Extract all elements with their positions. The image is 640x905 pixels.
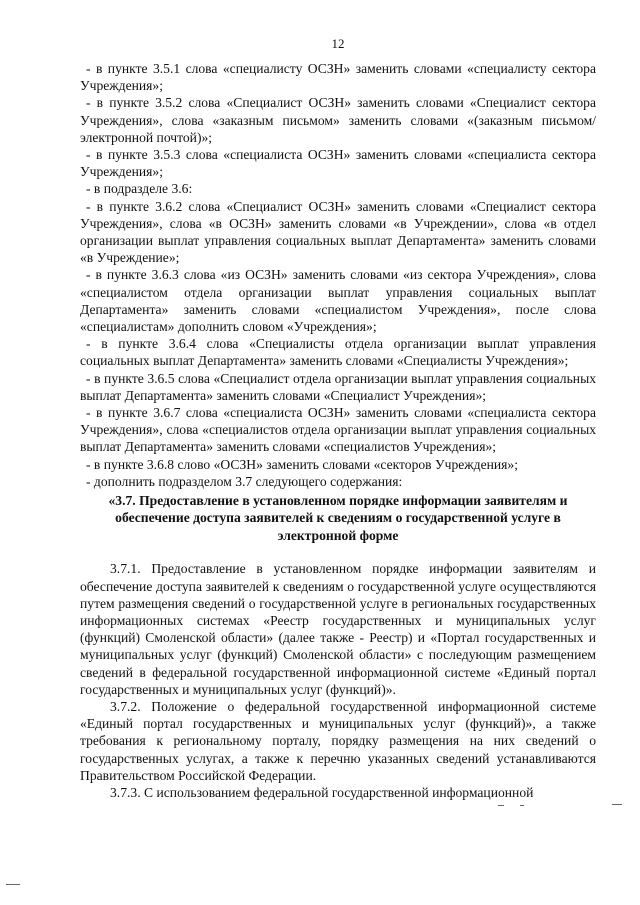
amendment-item: - в пункте 3.5.1 слова «специалисту ОСЗН» заменить словами «специалисту сектора Учреждения»; [80, 61, 596, 94]
amendment-item: - в подразделе 3.6: [86, 181, 193, 197]
body-paragraph: 3.7.3. С использованием федеральной государственной информационной [110, 784, 534, 800]
amendment-item: - в пункте 3.6.7 слова «специалиста ОСЗН» заменить словами «специалиста сектора Учреждения», слова «специалистов отдела организации выплат управления социальных выплат Департамента» заменить словами «специалистов Учреждения»; [80, 405, 596, 455]
scan-artifact [520, 805, 524, 806]
amendment-item: - в пункте 3.6.5 слова «Специалист отдела организации выплат управления социальных выплат Департамента» заменить словами «Специалист Учреждения»; [80, 370, 596, 403]
amendment-item: - в пункте 3.6.4 слова «Специалисты отдела организации выплат управления социальных выплат Департамента» заменить словами «Специалисты Учреждения»; [80, 336, 596, 369]
page-number: 12 [331, 36, 345, 51]
body-paragraph: 3.7.1. Предоставление в установленном порядке информации заявителям и обеспечение доступа заявителей к сведениям о государственной услуге осуществляются путем размещения сведений о государственной услуге в региональных государственных информационных системах «Реестр государственных и муниципальных услуг (функций) Смоленской области» (далее также - Реестр) и «Портал государственных и муниципальных услуг (функций) Смоленской области» с последующим размещением сведений в федеральной государственной информационной системе «Единый портал государственных и муниципальных услуг (функций)». [80, 561, 596, 697]
amendment-list [80, 60, 596, 490]
section-body [80, 560, 596, 801]
amendment-item: - в пункте 3.6.8 слово «ОСЗН» заменить словами «секторов Учреждения»; [86, 456, 518, 472]
scan-artifact [498, 805, 504, 806]
amendment-item: - дополнить подразделом 3.7 следующего содержания: [86, 473, 403, 489]
amendment-item: - в пункте 3.6.2 слова «Специалист ОСЗН» заменить словами «Специалист сектора Учреждения», слова «в ОСЗН» заменить словами «в Учреждении», слова «в отдел организации выплат управления социальных выплат Департамента» заменить словами «в Учреждение»; [80, 198, 596, 266]
spacer [80, 544, 596, 560]
scan-artifact [612, 804, 622, 805]
section-heading: «3.7. Предоставление в установленном порядке информации заявителям и обеспечение доступа заявителей к сведениям о государственной услуге в электронной форме [108, 493, 568, 543]
body-paragraph: 3.7.2. Положение о федеральной государственной информационной системе «Единый портал государственных и муниципальных услуг (функций)», а также требования к региональному порталу, порядку размещения на них сведений о государственных услугах, а также к перечню указанных сведений устанавливаются Правительством Российской Федерации. [80, 698, 596, 783]
scan-artifact [6, 884, 20, 885]
amendment-item: - в пункте 3.6.3 слова «из ОСЗН» заменить словами «из сектора Учреждения», слова «специалистом отдела организации выплат управления социальных выплат Департамента» заменить словами «специалистом Учреждения», после слова «специалистам» дополнить словом «Учреждения»; [80, 267, 596, 335]
amendment-item: - в пункте 3.5.3 слова «специалиста ОСЗН» заменить словами «специалиста сектора Учреждения»; [80, 147, 596, 180]
amendment-item: - в пункте 3.5.2 слова «Специалист ОСЗН» заменить словами «Специалист сектора Учреждения», слова «заказным письмом» заменить словами «(заказным письмом/электронной почтой)»; [80, 95, 596, 145]
